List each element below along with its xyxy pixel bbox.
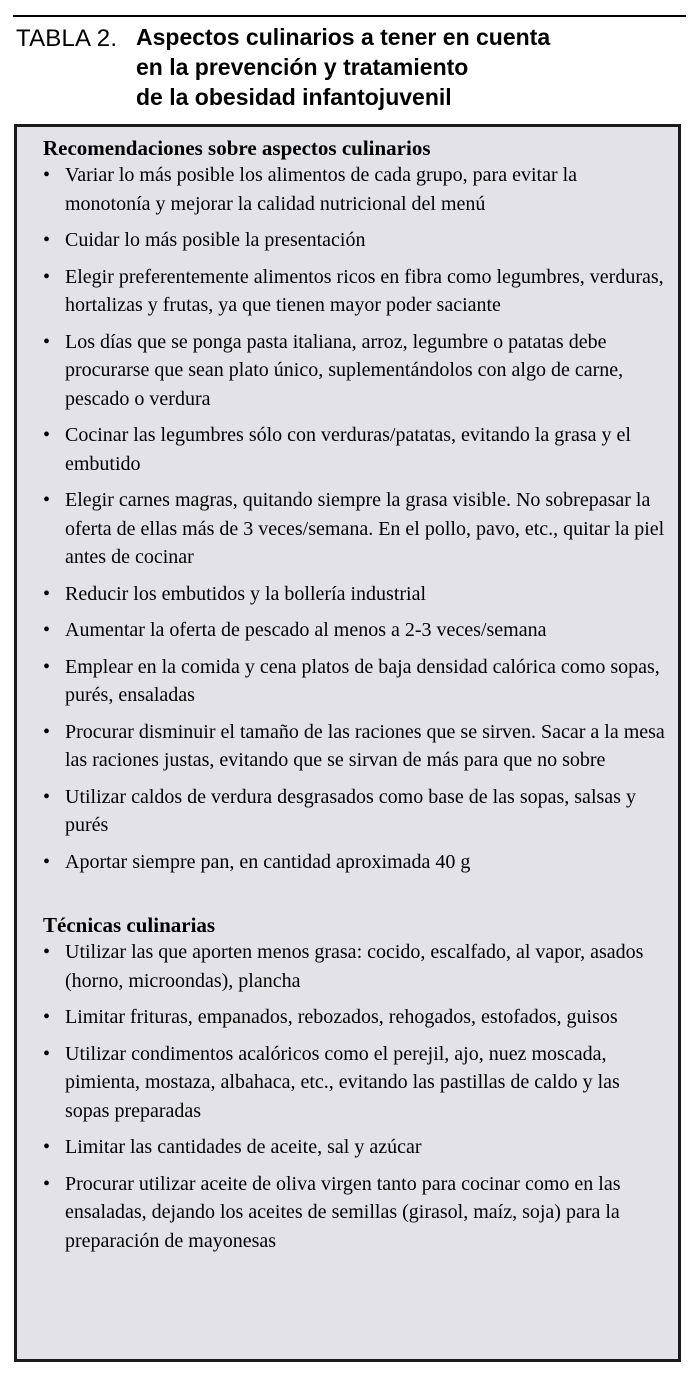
list-item-text: Cocinar las legumbres sólo con verduras/patatas, evitando la grasa y el embutido xyxy=(65,424,631,475)
bullet-icon: • xyxy=(43,720,51,743)
bullet-icon: • xyxy=(43,1172,51,1195)
list-item-text: Limitar las cantidades de aceite, sal y azúcar xyxy=(65,1136,422,1158)
list-item xyxy=(26,783,666,840)
top-rule xyxy=(13,15,686,17)
list-item xyxy=(26,616,666,645)
bullet-icon: • xyxy=(43,1042,51,1065)
table-title-line: en la prevención y tratamiento xyxy=(136,54,469,80)
list-item-text: Utilizar condimentos acalóricos como el perejil, ajo, nuez moscada, pimienta, mostaza, albahaca, etc., evitando las pastillas de caldo y las sopas preparadas xyxy=(65,1042,620,1122)
bullet-icon: • xyxy=(43,619,51,641)
list-item xyxy=(26,580,666,609)
bullet-icon: • xyxy=(43,489,51,511)
list-item xyxy=(26,1003,666,1032)
list-item-text: Los días que se ponga pasta italiana, arroz, legumbre o patatas debe procurarse que sean plato único, suplementándolos con algo de carne, pescado o verdura xyxy=(65,330,624,410)
table-title xyxy=(136,22,676,112)
bullet-icon: • xyxy=(43,1006,51,1028)
list-item-text: Aumentar la oferta de pescado al menos a 2-3 veces/semana xyxy=(65,619,547,641)
bullet-icon: • xyxy=(43,785,51,808)
bullet-icon: • xyxy=(43,229,51,251)
list-item-text: Elegir preferentemente alimentos ricos en fibra como legumbres, verduras, hortalizas y frutas, ya que tienen mayor poder saciante xyxy=(65,265,664,316)
table-title-line: de la obesidad infantojuvenil xyxy=(136,84,452,110)
list-item-text: Aportar siempre pan, en cantidad aproximada 40 g xyxy=(65,850,471,873)
list-item-text: Utilizar las que aporten menos grasa: cocido, escalfado, al vapor, asados (horno, microondas), plancha xyxy=(65,941,644,992)
list-item xyxy=(26,161,666,218)
list-item xyxy=(26,1170,666,1256)
list-item xyxy=(26,938,666,995)
bullet-icon: • xyxy=(43,850,51,873)
list-item-text: Procurar disminuir el tamaño de las raciones que se sirven. Sacar a la mesa las raciones justas, evitando que se sirvan de más para que no sobre xyxy=(65,720,665,771)
table-content xyxy=(26,135,666,1255)
list-item-text: Variar lo más posible los alimentos de cada grupo, para evitar la monotonía y mejorar la calidad nutricional del menú xyxy=(65,164,578,215)
bullet-icon: • xyxy=(43,655,51,678)
list-item xyxy=(26,328,666,414)
list-item xyxy=(26,226,666,255)
list-item-text: Reducir los embutidos y la bollería industrial xyxy=(65,582,427,605)
list-item xyxy=(26,718,666,775)
bullet-icon: • xyxy=(43,330,51,353)
list-item xyxy=(26,263,666,320)
list-item-text: Elegir carnes magras, quitando siempre la grasa visible. No sobrepasar la oferta de ellas más de 3 veces/semana. En el pollo, pavo, etc., quitar la piel antes de cocinar xyxy=(65,489,665,568)
section-title-techniques: Técnicas culinarias xyxy=(43,913,216,937)
bullet-icon: • xyxy=(43,941,51,963)
bullet-icon: • xyxy=(43,582,51,605)
list-item xyxy=(26,653,666,710)
table-title-line: Aspectos culinarios a tener en cuenta xyxy=(136,24,551,50)
bullet-icon: • xyxy=(43,164,51,186)
table-label: TABLA 2. xyxy=(16,25,118,52)
list-item xyxy=(26,1040,666,1126)
list-item-text: Cuidar lo más posible la presentación xyxy=(65,229,366,251)
list-item xyxy=(26,421,666,478)
list-item-text: Procurar utilizar aceite de oliva virgen tanto para cocinar como en las ensaladas, dejando los aceites de semillas (girasol, maíz, soja) para la preparación de mayonesas xyxy=(65,1172,621,1252)
recommendations-list xyxy=(26,161,666,876)
bullet-icon: • xyxy=(43,265,51,288)
techniques-list xyxy=(26,938,666,1255)
list-item-text: Limitar frituras, empanados, rebozados, rehogados, estofados, guisos xyxy=(65,1006,618,1028)
list-item xyxy=(26,848,666,877)
bullet-icon: • xyxy=(43,1136,51,1158)
list-item xyxy=(26,486,666,572)
list-item-text: Utilizar caldos de verdura desgrasados como base de las sopas, salsas y purés xyxy=(65,785,636,836)
bullet-icon: • xyxy=(43,424,51,446)
list-item xyxy=(26,1133,666,1162)
section-title-recommendations: Recomendaciones sobre aspectos culinarios xyxy=(43,136,431,160)
list-item-text: Emplear en la comida y cena platos de baja densidad calórica como sopas, purés, ensaladas xyxy=(65,655,660,706)
